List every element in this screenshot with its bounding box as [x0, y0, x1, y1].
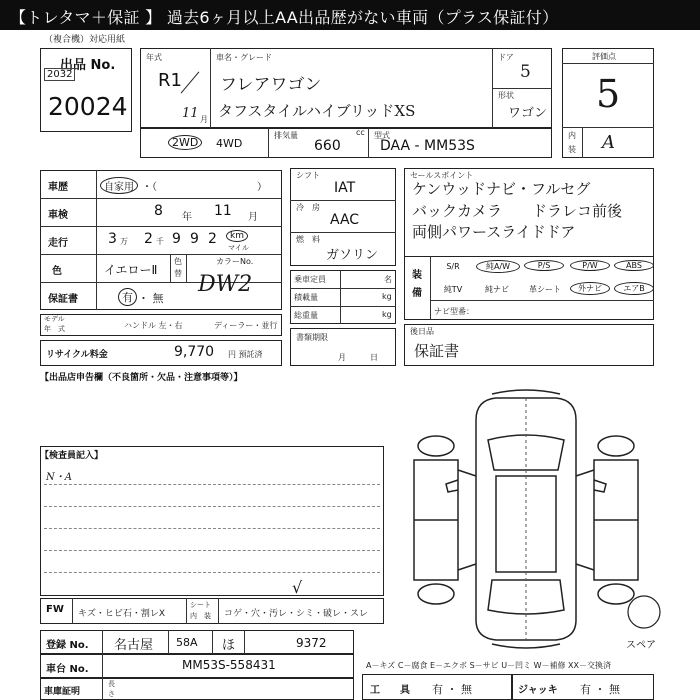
- color-code-label: カラーNo.: [216, 257, 254, 266]
- chassis-number: MM53S-558431: [182, 658, 276, 672]
- model-year-label-2: 年 式: [44, 325, 65, 333]
- garage-cert-sub-1: 長: [108, 680, 115, 688]
- mileage-d2: 2: [144, 231, 153, 247]
- color-value: イエローⅡ: [104, 263, 158, 277]
- history-label: 車歴: [48, 182, 68, 193]
- doors-label: ドア: [498, 53, 514, 62]
- model-code-value: DAA - MM53S: [380, 138, 475, 154]
- fuel-value: ガソリン: [326, 248, 379, 263]
- recycle-label: リサイクル料金: [46, 350, 108, 360]
- shift-value: IAT: [334, 180, 356, 196]
- seller-notes-title: 【出品店申告欄（不良箇所・欠品・注意事項等）】: [40, 373, 243, 383]
- equip-abs: ABS: [614, 260, 654, 271]
- mileage-d3: 9: [172, 231, 181, 247]
- aftermarket-label: 後日品: [410, 327, 434, 336]
- inspection-year: 8: [154, 203, 163, 219]
- score-label: 評価点: [592, 52, 616, 61]
- drive-2wd: 2WD: [168, 135, 202, 150]
- year-month: 11: [182, 106, 199, 121]
- mileage-label: 走行: [48, 238, 68, 249]
- vehicle-grade: タフスタイルハイブリッドXS: [218, 102, 416, 120]
- registration-class: 58A: [176, 636, 198, 649]
- selling-points-label: セールスポイント: [410, 171, 474, 180]
- registration-label: 登録 No.: [46, 640, 89, 651]
- aftermarket-value: 保証書: [414, 342, 460, 360]
- equip-aftermarket-navi: 外ナビ: [570, 282, 610, 295]
- equip-sunroof: S/R: [446, 262, 460, 271]
- mileage-unit-mile: マイル: [228, 244, 249, 252]
- mileage-unit-km: km: [226, 230, 248, 242]
- dealer-options: ディーラー・並行: [214, 321, 278, 330]
- spare-label: スペア: [626, 640, 656, 651]
- lot-label: 出品 No.: [60, 58, 116, 73]
- recycle-value: 9,770: [174, 344, 215, 360]
- history-rest: ・（ ）: [142, 182, 267, 193]
- mileage-d1: 3: [108, 231, 117, 247]
- year-era: R1: [158, 70, 182, 91]
- color-change-label-2: 替: [174, 269, 182, 278]
- name-label: 車名・グレード: [216, 53, 272, 62]
- docs-unit: 月 日: [338, 353, 378, 362]
- mileage-u2: 千: [156, 237, 164, 246]
- registration-number: 9372: [296, 636, 327, 650]
- weight-unit: kg: [382, 310, 392, 319]
- docs-label: 書類期限: [296, 333, 328, 342]
- registration-city: 名古屋: [114, 638, 154, 653]
- equip-power-steering: P/S: [524, 260, 564, 271]
- weight-label: 総重量: [294, 311, 318, 320]
- garage-cert-sub-2: さ: [108, 690, 115, 698]
- warranty-label: 保証書: [48, 294, 78, 305]
- interior-label-1: 内: [568, 131, 576, 140]
- car-damage-diagram: [396, 380, 696, 660]
- selling-point-2: バックカメラ ドラレコ前後: [412, 202, 623, 220]
- seat-label-1: シート: [190, 601, 211, 609]
- inspection-month-unit: 月: [248, 212, 258, 223]
- inspector-box: [40, 446, 384, 596]
- score-value: 5: [596, 72, 621, 116]
- fuel-label: 燃 料: [296, 235, 320, 244]
- shift-label: シフト: [296, 171, 320, 180]
- equip-leather: 革シート: [529, 285, 561, 294]
- inspection-label: 車検: [48, 210, 68, 221]
- garage-cert-row: [40, 678, 354, 700]
- equip-navi: 純ナビ: [485, 285, 509, 294]
- jack-label: ジャッキ: [518, 685, 558, 696]
- equip-power-windows: P/W: [570, 260, 610, 271]
- warranty-rest: ・ 無: [138, 292, 164, 305]
- checkmark: √: [292, 578, 303, 597]
- inspector-note: N・A: [46, 472, 72, 483]
- ac-value: AAC: [330, 212, 360, 228]
- equip-tv: 純TV: [443, 285, 463, 294]
- displacement-value: 660: [314, 138, 341, 154]
- year-month-unit: 月: [200, 115, 208, 124]
- mileage-u1: 万: [120, 237, 128, 246]
- drive-4wd: 4WD: [216, 137, 243, 150]
- color-change-label-1: 色: [174, 257, 182, 266]
- seats-unit: 名: [384, 275, 392, 284]
- model-code-label: 型式: [374, 131, 390, 140]
- jack-value: 有 ・ 無: [580, 683, 620, 696]
- model-year-label-1: モデル: [44, 315, 65, 323]
- mileage-d5: 2: [208, 231, 217, 247]
- color-code-value: DW2: [198, 272, 253, 297]
- registration-kana: ほ: [222, 638, 236, 653]
- displacement-unit: cc: [356, 128, 365, 137]
- load-unit: kg: [382, 292, 392, 301]
- fw-label: FW: [46, 604, 64, 615]
- equip-airbag: エアB: [614, 282, 654, 295]
- displacement-label: 排気量: [274, 131, 298, 140]
- shape-label: 形状: [498, 91, 514, 100]
- load-label: 積載量: [294, 293, 318, 302]
- ac-label: 冷 房: [296, 203, 320, 212]
- warranty-yes: 有: [118, 288, 137, 306]
- seat-label-2: 内 装: [190, 612, 211, 620]
- color-label: 色: [52, 266, 62, 277]
- damage-legend: A－キズ C－腐食 E－エクボ S－サビ U－凹ミ W－補修 XX－交換済: [366, 661, 612, 670]
- equipment-label-1: 装: [412, 270, 422, 281]
- selling-point-1: ケンウッドナビ・フルセグ: [412, 180, 591, 198]
- doors-value: 5: [520, 62, 531, 82]
- selling-point-3: 両側パワースライドドア: [412, 223, 576, 241]
- tools-label: 工 具: [370, 685, 410, 696]
- mileage-d4: 9: [190, 231, 199, 247]
- vehicle-model: フレアワゴン: [220, 75, 322, 95]
- interior-label-2: 装: [568, 145, 576, 154]
- inspection-year-unit: 年: [182, 212, 192, 223]
- equipment-label-2: 備: [412, 288, 422, 299]
- tools-value: 有 ・ 無: [432, 683, 472, 696]
- year-label: 年式: [146, 53, 162, 62]
- chassis-label: 車台 No.: [46, 664, 89, 675]
- navi-model-label: ナビ型番：: [434, 307, 474, 316]
- form-type: （複合機）対応用紙: [44, 35, 126, 45]
- inspection-month: 11: [214, 203, 232, 219]
- interior-value: A: [602, 132, 615, 153]
- fw-text: キズ・ヒビ石・割レX: [78, 609, 165, 619]
- shape-value: ワゴン: [508, 106, 548, 121]
- recycle-unit: 円 預託済: [228, 350, 263, 359]
- banner-text: 【トレタマ＋保証 】 過去6ヶ月以上AA出品歴がない車両（プラス保証付）: [10, 8, 559, 27]
- handle-options: ハンドル 左・右: [124, 321, 183, 330]
- lot-small-number: 2032: [44, 68, 75, 81]
- lot-number: 20024: [48, 92, 128, 121]
- inspector-label: 【検査員記入】: [40, 451, 104, 461]
- garage-cert-label: 車庫証明: [44, 687, 81, 697]
- equip-alloy-wheels: 純A/W: [476, 260, 520, 273]
- history-private: 自家用: [100, 177, 138, 194]
- seats-label: 乗車定員: [294, 275, 326, 284]
- interior-damage-text: コゲ・穴・汚レ・シミ・破レ・スレ: [224, 609, 369, 619]
